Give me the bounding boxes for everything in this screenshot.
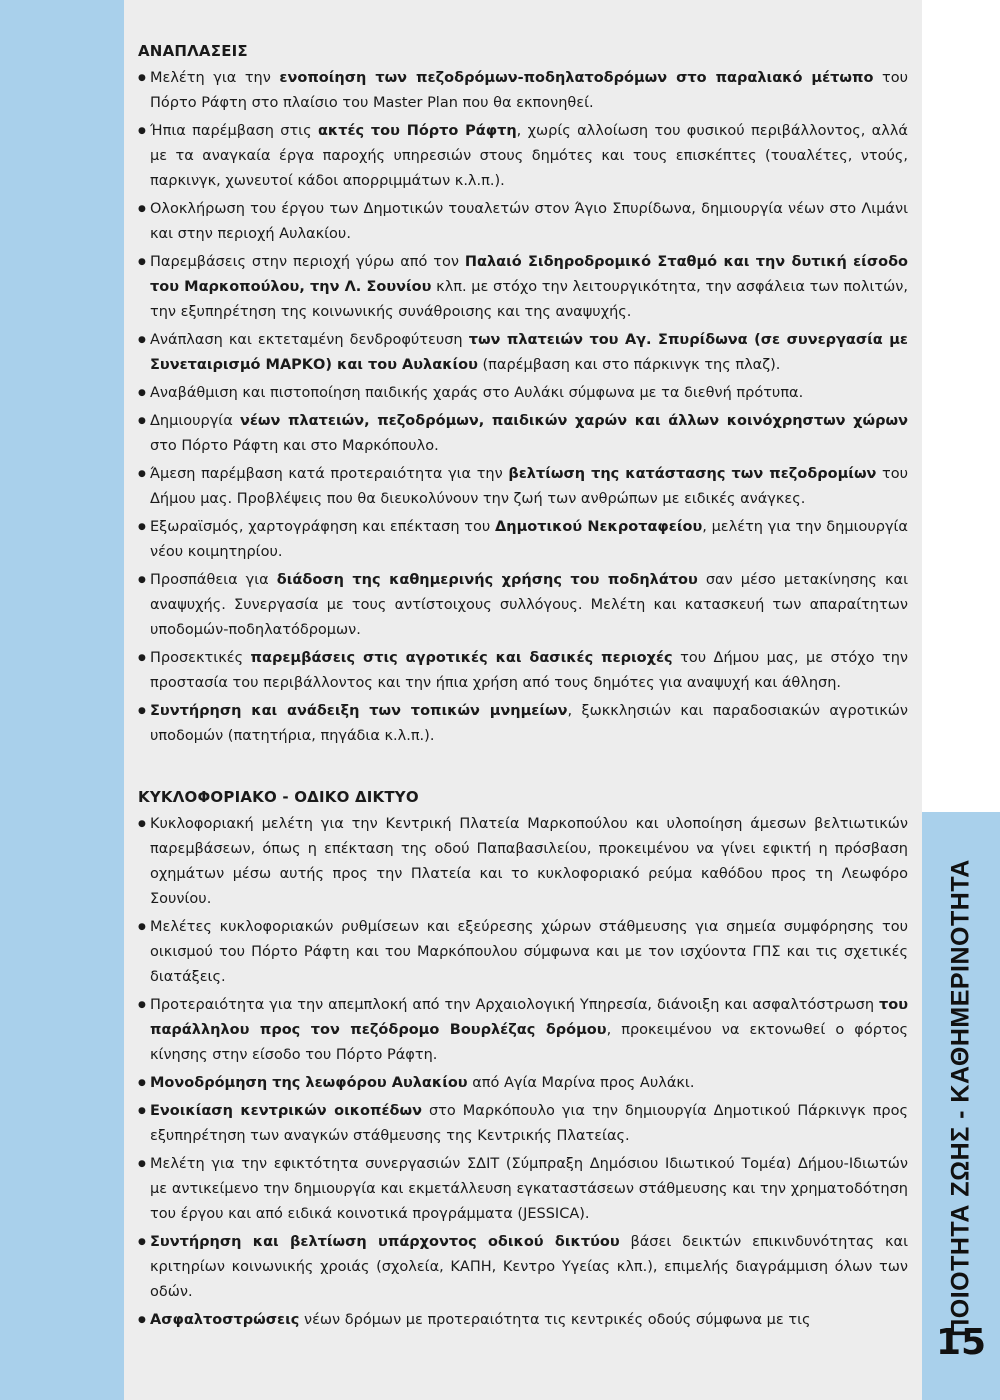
list-item xyxy=(138,646,908,696)
list-item xyxy=(138,328,908,378)
list-item xyxy=(138,1071,908,1096)
bold-text: βελτίωση της κατάστασης των πεζοδρομίων xyxy=(508,466,877,482)
text: Παρεμβάσεις στην περιοχή γύρω από τον xyxy=(150,254,465,270)
text: Ανάπλαση και εκτεταμένη δενδροφύτευση xyxy=(150,332,469,348)
bold-text: Παλαιό Σιδηροδρομικό Σταθμό και την δυτική είσοδο του Μαρκοπούλου, την Λ. Σουνίου xyxy=(150,254,908,295)
text: Προσεκτικές xyxy=(150,650,251,666)
list-item xyxy=(138,462,908,512)
text: , μελέτη για την δημιουργία νέου κοιμητηρίου. xyxy=(150,519,908,560)
list-item xyxy=(138,1230,908,1305)
text: Δημιουργία xyxy=(150,413,240,429)
list-item xyxy=(138,1152,908,1227)
list-item xyxy=(138,568,908,643)
section-anaplaseis xyxy=(138,39,908,749)
section-heading: ΚΥΚΛΟΦΟΡΙΑΚΟ - ΟΔΙΚΟ ΔΙΚΤΥΟ xyxy=(138,788,419,806)
list-item xyxy=(138,409,908,459)
bold-text: Ενοικίαση κεντρικών οικοπέδων xyxy=(150,1103,422,1119)
text: Προσπάθεια για xyxy=(150,572,277,588)
text: νέων δρόμων με προτεραιότητα τις κεντρικές οδούς σύμφωνα με τις xyxy=(299,1312,811,1328)
text: Κυκλοφοριακή μελέτη για την Κεντρική Πλατεία Μαρκοπούλου και υλοποίηση άμεσων βελτιωτικών παρεμβάσεων, όπως η επέκταση της οδού Παπαβασιλείου, προκειμένου να γίνει εφικτή η πρόσβαση οχημάτων μέσω αυτής προς την Πλατεία και το κυκλοφοριακό ρεύμα καθόδου προς τη Λεωφόρο Σουνίου. xyxy=(150,816,908,907)
text: , χωρίς αλλοίωση του φυσικού περιβάλλοντος, αλλά με τα αναγκαία έργα παροχής υπηρεσιών στους δημότες και τους επισκέπτες (τουαλέτες, ντούς, παρκινγκ, χωνευτοί κάδοι απορριμμάτων κ.λ.π.). xyxy=(150,123,908,189)
left-color-bar xyxy=(0,0,124,1400)
text: Μελέτη για την xyxy=(150,70,280,86)
text: Μελέτες κυκλοφοριακών ρυθμίσεων και εξεύρεσης χώρων στάθμευσης για σημεία συμφόρησης του οικισμού του Πόρτο Ράφτη και του Μαρκόπουλου σύμφωνα και με τον ισχύοντα ΓΠΣ και τις σχετικές διατάξεις. xyxy=(150,919,908,985)
list-item xyxy=(138,699,908,749)
list-item xyxy=(138,381,908,406)
list-item xyxy=(138,197,908,247)
page-number: 15 xyxy=(935,1322,987,1363)
list-item xyxy=(138,250,908,325)
text-column xyxy=(138,39,908,1336)
section-heading: ΑΝΑΠΛΑΣΕΙΣ xyxy=(138,42,248,60)
bold-text: Συντήρηση και βελτίωση υπάρχοντος οδικού δικτύου xyxy=(150,1234,620,1250)
text: στο Μαρκόπουλο για την δημιουργία Δημοτικού Πάρκινγκ προς εξυπηρέτηση των αναγκών στάθμευσης της Κεντρικής Πλατείας. xyxy=(150,1103,908,1144)
text: σαν μέσο μετακίνησης και αναψυχής. Συνεργασία με τους αντίστοιχους συλλόγους. Μελέτη και κατασκευή των απαραίτητων υποδομών-ποδηλατόδρομων. xyxy=(150,572,908,638)
bold-text: διάδοση της καθημερινής χρήσης του ποδηλάτου xyxy=(276,572,698,588)
text: Εξωραϊσμός, χαρτογράφηση και επέκταση του xyxy=(150,519,496,535)
text: Ολοκλήρωση του έργου των Δημοτικών τουαλετών στον Άγιο Σπυρίδωνα, δημιουργία νέων στο Λιμάνι και στην περιοχή Αυλακίου. xyxy=(150,201,908,242)
text: του Δήμου μας, με στόχο την προστασία του περιβάλλοντος και την ήπια χρήση από τους δημότες για αναψυχή και άθληση. xyxy=(150,650,908,691)
bold-text: Ασφαλτοστρώσεις xyxy=(150,1312,300,1328)
list-item xyxy=(138,66,908,116)
list-item xyxy=(138,119,908,194)
text: Άμεση παρέμβαση κατά προτεραιότητα για την xyxy=(150,466,509,482)
bullet-list xyxy=(138,66,908,749)
text: του Δήμου μας. Προβλέψεις που θα διευκολύνουν την ζωή των ανθρώπων με ειδικές ανάγκες. xyxy=(150,466,908,507)
list-item xyxy=(138,515,908,565)
bold-text: Δημοτικού Νεκροταφείου xyxy=(495,519,703,535)
bold-text: των πλατειών του Αγ. Σπυρίδωνα (σε συνεργασία με Συνεταιρισμό ΜΑΡΚΟ) και του Αυλακίου xyxy=(150,332,908,373)
bold-text: Μονοδρόμηση της λεωφόρου Αυλακίου xyxy=(150,1075,468,1091)
bold-text: του παράλληλου προς τον πεζόδρομο Βουρλέζας δρόμου xyxy=(150,997,908,1038)
text: , προκειμένου να εκτονωθεί ο φόρτος κίνησης στην είσοδο του Πόρτο Ράφτη. xyxy=(150,1022,909,1063)
list-item xyxy=(138,812,908,912)
text: στο Πόρτο Ράφτη και στο Μαρκόπουλο. xyxy=(150,438,439,454)
text: Αναβάθμιση και πιστοποίηση παιδικής χαράς στο Αυλάκι σύμφωνα με τα διεθνή πρότυπα. xyxy=(150,385,804,401)
bold-text: παρεμβάσεις στις αγροτικές και δασικές περιοχές xyxy=(250,650,673,666)
list-item xyxy=(138,993,908,1068)
bold-text: ακτές του Πόρτο Ράφτη xyxy=(317,123,517,139)
bold-text: Συντήρηση και ανάδειξη των τοπικών μνημείων xyxy=(150,703,568,719)
text: από Αγία Μαρίνα προς Αυλάκι. xyxy=(467,1075,695,1091)
text: βάσει δεικτών επικινδυνότητας και κριτηρίων κοινωνικής χροιάς (σχολεία, ΚΑΠΗ, Κεντρο Υγείας κλπ.), επιμελής διαγράμμιση όλων των οδών. xyxy=(150,1234,908,1300)
text: Μελέτη για την εφικτότητα συνεργασιών ΣΔΙΤ (Σύμπραξη Δημόσιου Ιδιωτικού Τομέα) Δήμου-Ιδιωτών με αντικείμενο την δημιουργία και εκμετάλλευση εγκαταστάσεων στάθμευσης και την χρηματοδότηση του έργου και από ειδικά κοινοτικά προγράμματα (JESSICA). xyxy=(150,1156,908,1222)
bold-text: ενοποίηση των πεζοδρόμων-ποδηλατοδρόμων στο παραλιακό μέτωπο xyxy=(279,70,874,86)
text: (παρέμβαση και στο πάρκινγκ της πλαζ). xyxy=(477,357,781,373)
list-item xyxy=(138,1099,908,1149)
section-kykloforiako xyxy=(138,785,908,1333)
side-tab-title: ΠΟΙΟΤΗΤΑ ΖΩΗΣ - ΚΑΘΗΜΕΡΙΝΟΤΗΤΑ xyxy=(946,859,975,1337)
list-item xyxy=(138,1308,908,1333)
list-item xyxy=(138,915,908,990)
bold-text: νέων πλατειών, πεζοδρόμων, παιδικών χαρών και άλλων κοινόχρηστων χώρων xyxy=(239,413,908,429)
text: κλπ. με στόχο την λειτουργικότητα, την ασφάλεια των πολιτών, την εξυπηρέτηση της κοινωνικής συνάθροισης και της αναψυχής. xyxy=(150,279,908,320)
bullet-list xyxy=(138,812,908,1333)
text: του Πόρτο Ράφτη στο πλαίσιο του Master Plan που θα εκπονηθεί. xyxy=(150,70,908,111)
text: Προτεραιότητα για την απεμπλοκή από την Αρχαιολογική Υπηρεσία, διάνοιξη και ασφαλτόστρωση xyxy=(150,997,879,1013)
text: , ξωκκλησιών και παραδοσιακών αγροτικών υποδομών (πατητήρια, πηγάδια κ.λ.π.). xyxy=(150,703,908,744)
text: Ήπια παρέμβαση στις xyxy=(150,123,318,139)
